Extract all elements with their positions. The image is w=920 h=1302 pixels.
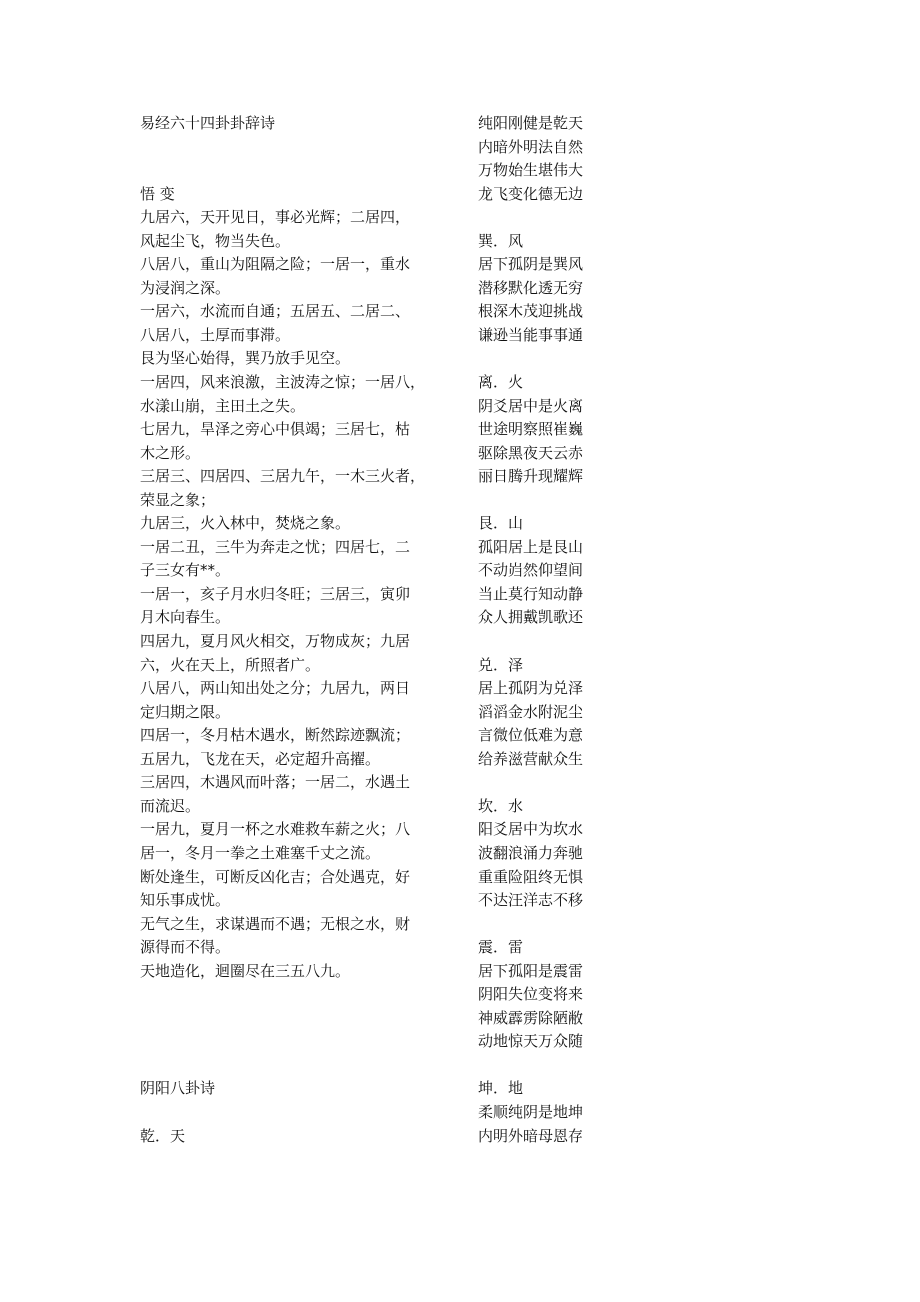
paragraph xyxy=(140,300,460,347)
paragraph xyxy=(140,771,460,818)
paragraph-line: 子三女有**。 xyxy=(140,561,231,580)
poem-line: 给养滋营献众生 xyxy=(478,749,584,768)
paragraph-line: 八居八，土厚而事滞。 xyxy=(140,325,291,344)
poem-line: 动地惊天万众随 xyxy=(478,1032,584,1051)
poem-line: 众人拥戴凯歌还 xyxy=(478,608,584,627)
paragraph-line: 七居九，旱泽之旁心中俱竭；三居七，枯 xyxy=(140,420,411,439)
poem xyxy=(478,112,608,206)
paragraph-line: 源得而不得。 xyxy=(140,938,231,957)
poem xyxy=(478,1054,608,1148)
paragraph-line: 一居四，风来浪激，主波涛之惊；一居八， xyxy=(140,373,426,392)
paragraph-line: 一居一，亥子月水归冬旺；三居三，寅卯 xyxy=(140,584,411,603)
paragraph xyxy=(140,512,460,536)
paragraph xyxy=(140,913,460,960)
section-heading: 悟 变 xyxy=(140,184,175,203)
poem-line: 阴阳失位变将来 xyxy=(478,985,584,1004)
paragraph-line: 知乐事成忧。 xyxy=(140,891,231,910)
paragraph-line: 为浸润之深。 xyxy=(140,278,231,297)
poem-line: 阳爻居中为坎水 xyxy=(478,820,584,839)
poem-title: 坎．水 xyxy=(478,796,524,815)
poem-line: 居下孤阳是震雷 xyxy=(478,961,584,980)
poem-title: 离．火 xyxy=(478,373,524,392)
poem-line: 世途明察照崔巍 xyxy=(478,420,584,439)
paragraph xyxy=(140,724,460,771)
poem-title: 乾．天 xyxy=(140,1126,186,1145)
poem xyxy=(478,489,608,630)
section-heading: 阴阳八卦诗 xyxy=(140,1079,216,1098)
paragraph-line: 断处逢生，可断反凶化吉；合处遇克，好 xyxy=(140,867,411,886)
paragraph-line: 定归期之限。 xyxy=(140,702,231,721)
paragraph-line: 荣显之象； xyxy=(140,490,216,509)
poem-line: 居下孤阴是巽风 xyxy=(478,255,584,274)
poem-line: 根深木茂迎挑战 xyxy=(478,302,584,321)
poem-line: 当止莫行知动静 xyxy=(478,584,584,603)
poem-title: 震．雷 xyxy=(478,938,524,957)
poem-title: 兑．泽 xyxy=(478,655,524,674)
poem-line: 万物始生堪伟大 xyxy=(478,161,584,180)
paragraph-line: 而流迟。 xyxy=(140,796,201,815)
paragraph xyxy=(140,960,460,984)
paragraph-line: 风起尘飞，物当失色。 xyxy=(140,231,291,250)
paragraph-line: 居一，冬月一拳之土难塞千丈之流。 xyxy=(140,843,381,862)
paragraph xyxy=(140,677,460,724)
paragraph xyxy=(140,347,460,371)
poem xyxy=(478,771,608,912)
poem-line: 阴爻居中是火离 xyxy=(478,396,584,415)
paragraph xyxy=(140,253,460,300)
poem xyxy=(478,913,608,1054)
paragraph-line: 三居三、四居四、三居九午，一木三火者， xyxy=(140,467,426,486)
paragraph xyxy=(140,866,460,913)
poem-title: 坤．地 xyxy=(478,1079,524,1098)
poem-line: 言微位低难为意 xyxy=(478,726,584,745)
poem-line: 神威霹雳除陋敝 xyxy=(478,1008,584,1027)
poem-line: 龙飞变化德无边 xyxy=(478,184,584,203)
poem-line: 纯阳刚健是乾天 xyxy=(478,114,584,132)
poem-line: 不达汪洋志不移 xyxy=(478,891,584,910)
poem-line: 孤阳居上是艮山 xyxy=(478,537,584,556)
paragraph-line: 一居六，水流而自通；五居五、二居二、 xyxy=(140,302,411,321)
paragraph-line: 天地造化，迴圈尽在三五八九。 xyxy=(140,961,351,980)
poem-line: 居上孤阴为兑泽 xyxy=(478,679,584,698)
paragraph-line: 月木向春生。 xyxy=(140,608,231,627)
paragraph-line: 一居九，夏月一杯之水难救车薪之火；八 xyxy=(140,820,411,839)
poem-title: 艮．山 xyxy=(478,514,524,533)
document-title: 易经六十四卦卦辞诗 xyxy=(140,114,276,132)
paragraph-list xyxy=(140,206,460,983)
paragraph xyxy=(140,418,460,465)
poem-line: 驱除黑夜天云赤 xyxy=(478,443,584,462)
paragraph-line: 木之形。 xyxy=(140,443,201,462)
poem-line: 谦逊当能事事通 xyxy=(478,325,584,344)
paragraph xyxy=(140,818,460,865)
poem-line: 丽日腾升现耀辉 xyxy=(478,467,584,486)
poem-line: 内暗外明法自然 xyxy=(478,137,584,156)
paragraph-line: 三居四，木遇风而叶落；一居二，水遇土 xyxy=(140,773,411,792)
paragraph-line: 四居九，夏月风火相交，万物成灰；九居 xyxy=(140,632,411,651)
poem-title: 巽．风 xyxy=(478,231,524,250)
poem-line: 柔顺纯阴是地坤 xyxy=(478,1102,584,1121)
poem-line: 不动岿然仰望间 xyxy=(478,561,584,580)
paragraph-line: 水漾山崩，主田土之失。 xyxy=(140,396,306,415)
poem xyxy=(478,347,608,488)
paragraph-line: 六，火在天上，所照者广。 xyxy=(140,655,321,674)
paragraph-line: 五居九，飞龙在天，必定超升高擢。 xyxy=(140,749,381,768)
paragraph xyxy=(140,630,460,677)
poem-line: 波翻浪涌力奔驰 xyxy=(478,843,584,862)
right-column xyxy=(478,112,608,1148)
poem xyxy=(478,630,608,771)
paragraph-line: 八居八，重山为阻隔之险；一居一，重水 xyxy=(140,255,411,274)
paragraph-line: 八居八，两山知出处之分；九居九，两日 xyxy=(140,679,411,698)
paragraph-line: 艮为坚心始得，巽乃放手见空。 xyxy=(140,349,351,368)
left-column xyxy=(140,112,460,1148)
paragraph-line: 一居二丑，三牛为奔走之忧；四居七，二 xyxy=(140,537,411,556)
poem-line: 滔滔金水附泥尘 xyxy=(478,702,584,721)
poem-line: 内明外暗母恩存 xyxy=(478,1126,584,1145)
paragraph xyxy=(140,371,460,418)
paragraph-line: 九居六，天开见日，事必光辉；二居四， xyxy=(140,208,411,227)
poem-line: 重重险阻终无惧 xyxy=(478,867,584,886)
paragraph xyxy=(140,583,460,630)
poem-line: 潜移默化透无穷 xyxy=(478,278,584,297)
poem xyxy=(478,206,608,347)
paragraph-line: 九居三，火入林中，焚烧之象。 xyxy=(140,514,351,533)
paragraph xyxy=(140,206,460,253)
paragraph-line: 四居一，冬月枯木遇水，断然踪迹飘流； xyxy=(140,726,411,745)
paragraph-line: 无气之生，求谋遇而不遇；无根之水，财 xyxy=(140,914,411,933)
paragraph xyxy=(140,465,460,512)
paragraph xyxy=(140,536,460,583)
